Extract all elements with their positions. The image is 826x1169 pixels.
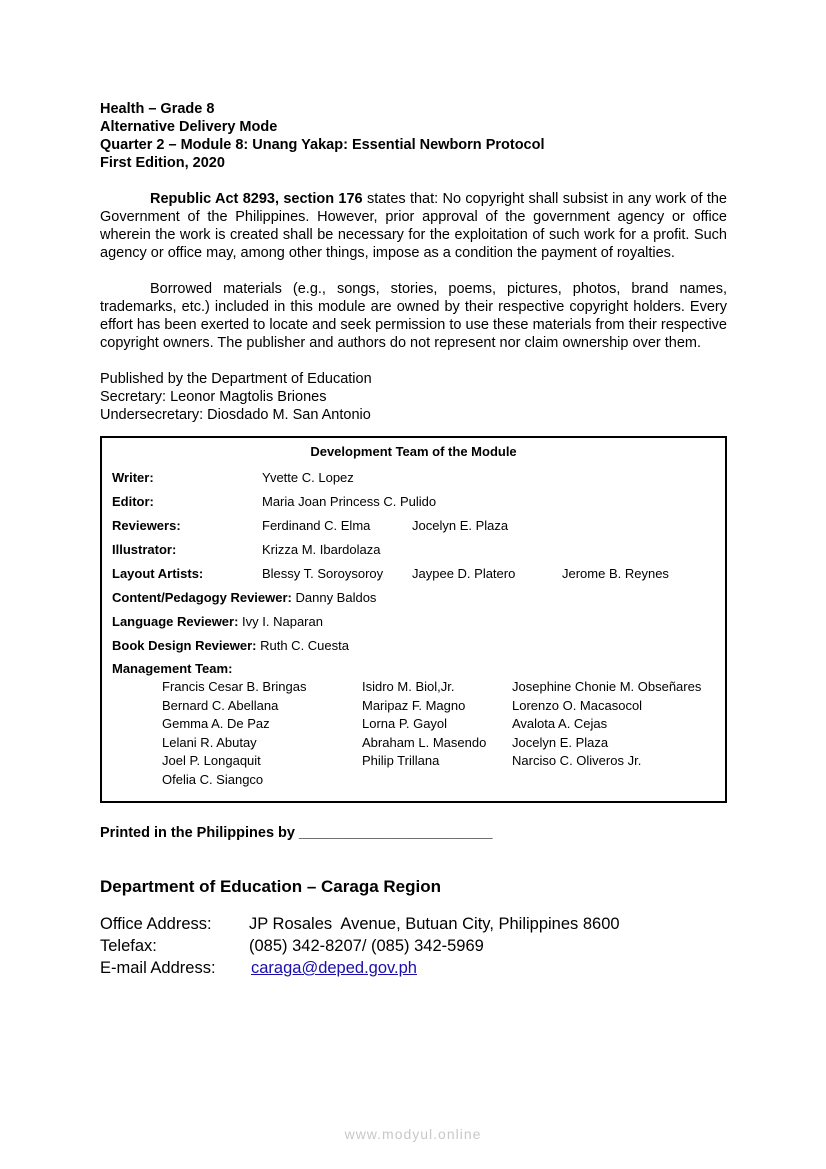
- list-item: Lorenzo O. Macasocol: [512, 697, 643, 713]
- list-item: Abraham L. Masendo: [362, 734, 487, 750]
- role-name: Ruth C. Cuesta: [256, 638, 349, 653]
- language-reviewer-row: [112, 610, 715, 634]
- role-name: Blessy T. Soroysoroy: [262, 566, 384, 581]
- list-item: Josephine Chonie M. Obseñares: [512, 679, 702, 694]
- undersecretary-line: Undersecretary: Diosdado M. San Antonio: [100, 407, 371, 423]
- role-row-layout-artists: [112, 562, 715, 586]
- module-title-block: [100, 100, 727, 172]
- borrowed-materials-paragraph: Borrowed materials (e.g., songs, stories, poems, pictures, photos, brand names, trademarks, etc.) included in this module are owned by their respective copyright holders. Every effort has been exerted to locate and seek permission to use these materials from their respective copyright owners. The publisher and authors do not represent nor claim ownership over them.: [100, 281, 727, 351]
- list-item: Lorna P. Gayol: [362, 716, 448, 731]
- role-row-illustrator: [112, 538, 715, 562]
- role-name: Danny Baldos: [291, 590, 377, 605]
- role-row-reviewers: [112, 514, 715, 538]
- role-name: Jerome B. Reynes: [562, 566, 669, 581]
- edition: First Edition, 2020: [100, 155, 225, 171]
- telefax-value: (085) 342-8207/ (085) 342-5969: [249, 937, 484, 955]
- secretary-line: Secretary: Leonor Magtolis Briones: [100, 389, 327, 405]
- document-page: [100, 100, 727, 979]
- management-team-label: Management Team:: [112, 661, 233, 676]
- role-name: Jaypee D. Platero: [412, 566, 516, 581]
- list-item: Maripaz F. Magno: [362, 697, 466, 713]
- role-label: Layout Artists:: [112, 566, 204, 581]
- list-item: Gemma A. De Paz: [162, 716, 270, 731]
- role-label: Language Reviewer:: [112, 614, 239, 629]
- list-item: Isidro M. Biol,Jr.: [362, 679, 455, 694]
- development-team-box: [100, 436, 727, 803]
- copyright-paragraph: [100, 190, 727, 262]
- role-name: Krizza M. Ibardolaza: [262, 542, 381, 557]
- publisher-line: Published by the Department of Education: [100, 371, 372, 387]
- contact-block: [100, 913, 727, 979]
- delivery-mode: Alternative Delivery Mode: [100, 119, 278, 135]
- role-row-writer: [112, 466, 715, 490]
- email-label: E-mail Address:: [100, 959, 216, 977]
- management-team-list: [112, 678, 715, 789]
- office-address-value: JP Rosales Avenue, Butuan City, Philippines 8600: [249, 915, 620, 933]
- role-label: Content/Pedagogy Reviewer:: [112, 590, 292, 605]
- role-name: Ivy I. Naparan: [238, 614, 323, 629]
- copyright-text: states that: No copyright shall subsist in any work of the Government of the Philippines. However, prior approval of the government agency or office wherein the work is created shall be necessary for the exploitation of such work for a profit. Such agency or office may, among other things, impose as a condition the payment of royalties.: [100, 191, 727, 261]
- telefax-row: [100, 935, 727, 957]
- list-item: Joel P. Longaquit: [162, 753, 261, 768]
- role-label: Illustrator:: [112, 542, 177, 557]
- list-item: Francis Cesar B. Bringas: [162, 679, 307, 694]
- list-item: Narciso C. Oliveros Jr.: [512, 753, 642, 768]
- list-item: Lelani R. Abutay: [162, 734, 257, 750]
- list-item: Ofelia C. Siangco: [162, 771, 264, 787]
- role-row-editor: [112, 490, 715, 514]
- email-link[interactable]: caraga@deped.gov.ph: [251, 959, 417, 977]
- watermark: www.modyul.online: [344, 1126, 482, 1142]
- subject-grade: Health – Grade 8: [100, 101, 215, 117]
- role-label: Reviewers:: [112, 518, 181, 533]
- list-item: Bernard C. Abellana: [162, 697, 279, 713]
- role-name: Ferdinand C. Elma: [262, 518, 371, 533]
- role-label: Book Design Reviewer:: [112, 638, 257, 653]
- list-item: Philip Trillana: [362, 753, 440, 768]
- office-address-label: Office Address:: [100, 915, 212, 933]
- list-item: Avalota A. Cejas: [512, 716, 608, 731]
- telefax-label: Telefax:: [100, 937, 157, 955]
- module-title: Quarter 2 – Module 8: Unang Yakap: Essential Newborn Protocol: [100, 137, 545, 153]
- region-heading: Department of Education – Caraga Region: [100, 877, 441, 896]
- content-reviewer-row: [112, 586, 715, 610]
- design-reviewer-row: [112, 634, 715, 658]
- role-name: Maria Joan Princess C. Pulido: [262, 494, 437, 509]
- printed-by-line: Printed in the Philippines by ________________________: [100, 825, 493, 841]
- email-row: [100, 957, 727, 979]
- role-name: Jocelyn E. Plaza: [412, 518, 509, 533]
- role-name: Yvette C. Lopez: [262, 470, 354, 485]
- publisher-block: [100, 370, 727, 424]
- role-label: Editor:: [112, 494, 154, 509]
- role-label: Writer:: [112, 470, 154, 485]
- development-team-title: Development Team of the Module: [310, 444, 517, 459]
- list-item: [512, 771, 732, 790]
- copyright-law-ref: Republic Act 8293, section 176: [150, 191, 363, 207]
- list-item: [362, 771, 512, 790]
- office-address-row: [100, 913, 727, 935]
- list-item: Jocelyn E. Plaza: [512, 734, 609, 750]
